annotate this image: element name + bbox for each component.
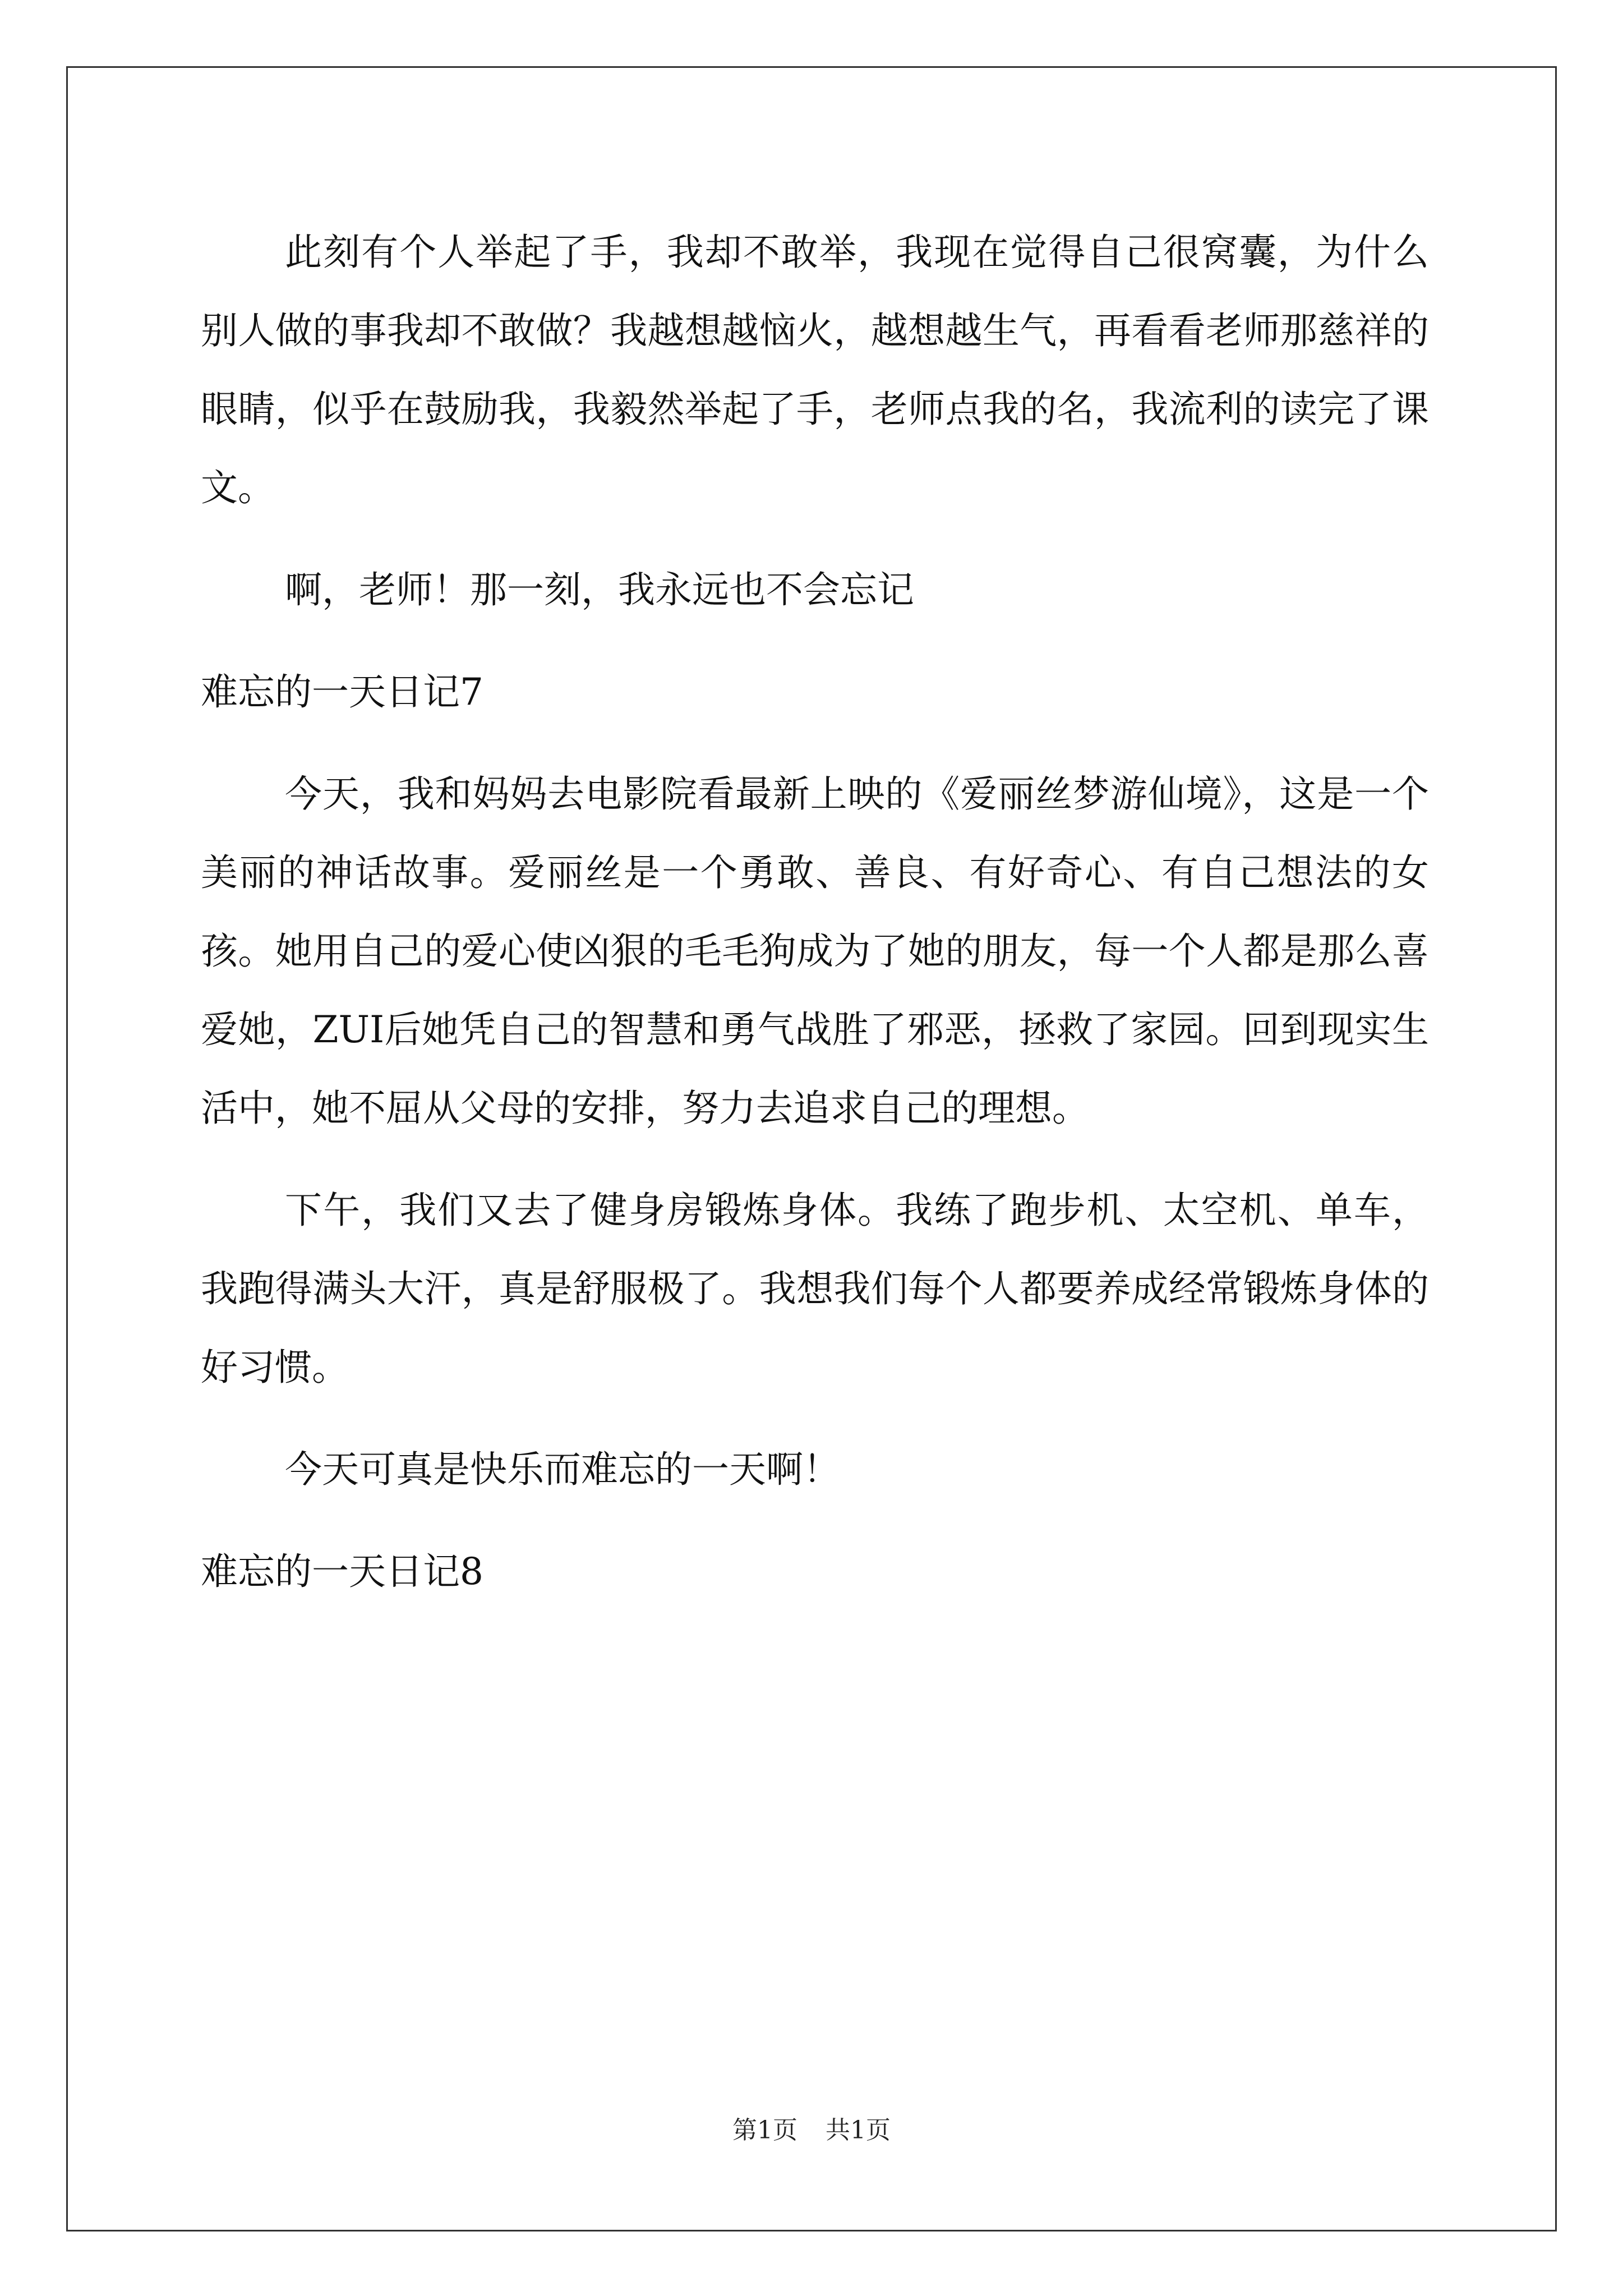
paragraph: 此刻有个人举起了手，我却不敢举，我现在觉得自己很窝囊，为什么别人做的事我却不敢做？我越想越恼火，越想越生气，再看看老师那慈祥的眼睛，似乎在鼓励我，我毅然举起了手，老师点我的名，我流利的读完了课文。 xyxy=(201,231,1429,509)
page-total: 共1页 xyxy=(826,2116,891,2145)
paragraph: 啊，老师！那一刻，我永远也不会忘记 xyxy=(285,568,914,611)
page-number: 第1页 xyxy=(732,2116,797,2145)
paragraph: 今天可真是快乐而难忘的一天啊！ xyxy=(285,1448,840,1491)
paragraph: 今天，我和妈妈去电影院看最新上映的《爱丽丝梦游仙境》，这是一个美丽的神话故事。爱丽丝是一个勇敢、善良、有好奇心、有自己想法的女孩。她用自己的爱心使凶狠的毛毛狗成为了她的朋友，每一个人都是那么喜爱她，ZUI后她凭自己的智慧和勇气战胜了邪恶，拯救了家园。回到现实生活中，她不屈从父母的安排，努力去追求自己的理想。 xyxy=(201,772,1429,1130)
section-heading: 难忘的一天日记7 xyxy=(201,670,483,714)
page-footer xyxy=(0,2114,1623,2147)
document-body xyxy=(201,213,1429,1635)
paragraph: 下午，我们又去了健身房锻炼身体。我练了跑步机、太空机、单车，我跑得满头大汗，真是舒服极了。我想我们每个人都要养成经常锻炼身体的好习惯。 xyxy=(201,1189,1429,1389)
section-heading: 难忘的一天日记8 xyxy=(201,1550,483,1593)
